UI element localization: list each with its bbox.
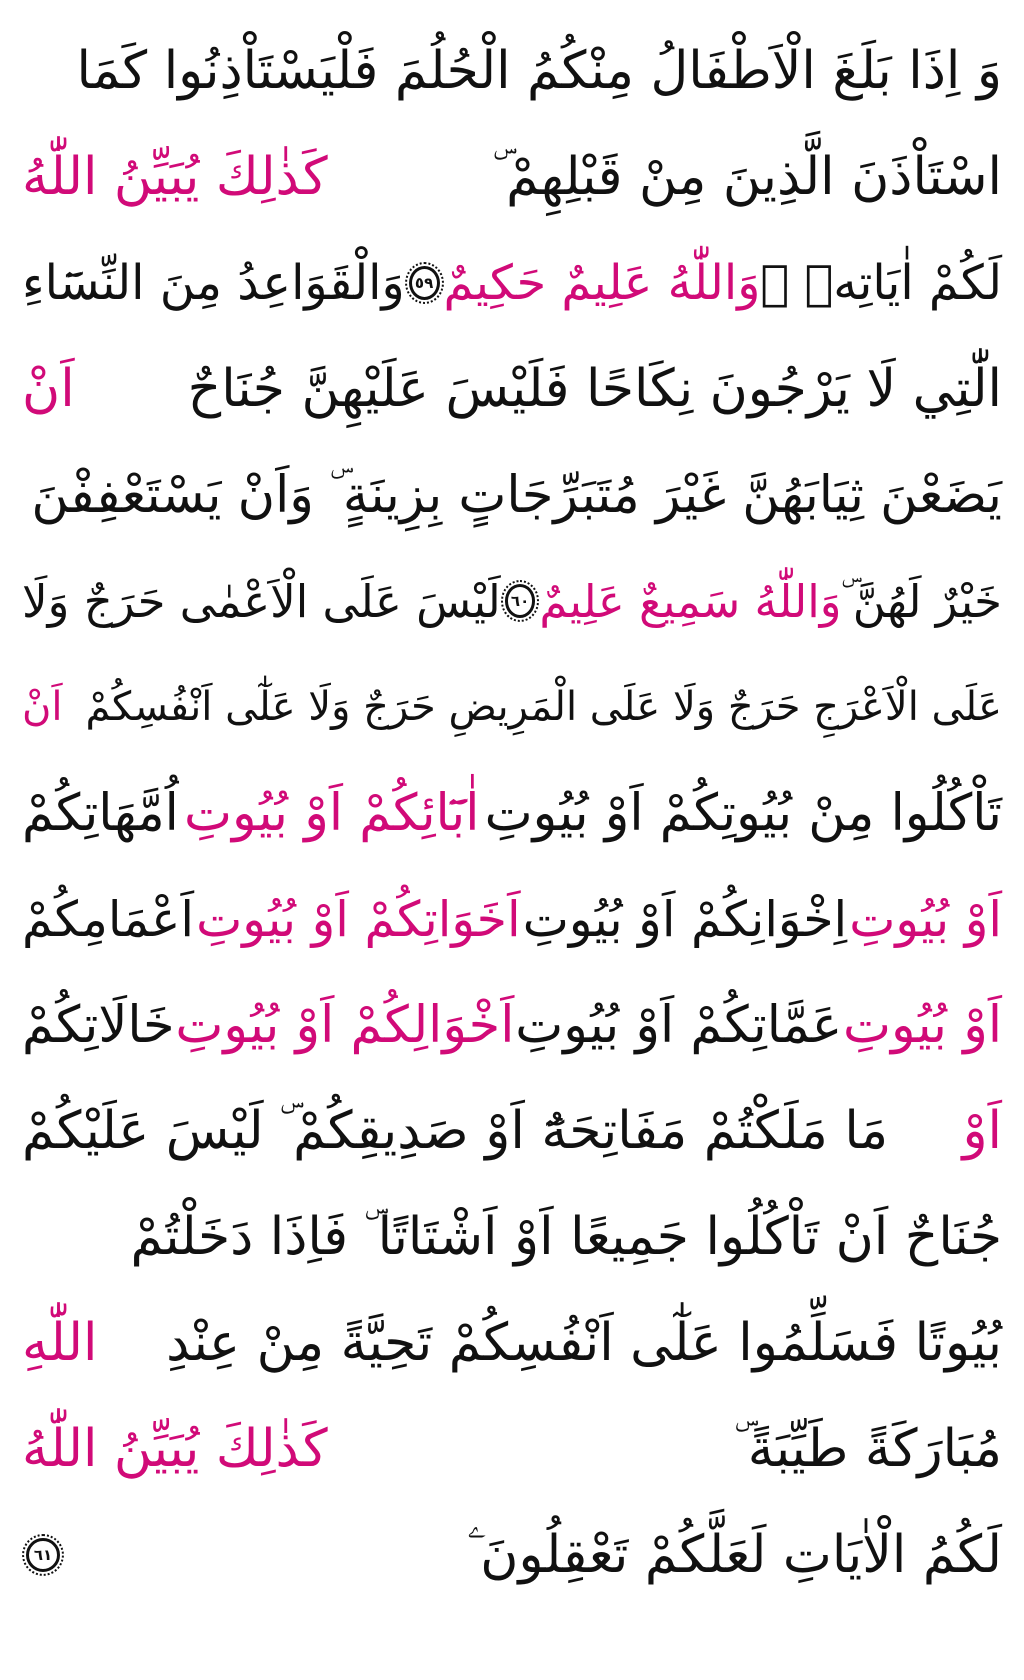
highlighted-verse-text: اَخَوَاتِكُمْ اَوْ بُيُوتِ xyxy=(196,890,521,948)
verse-line xyxy=(22,866,1002,972)
verse-text: بُيُوتًا فَسَلِّمُوا عَلٰٓى اَنْفُسِكُمْ تَحِيَّةً مِنْ عِنْدِ xyxy=(166,1313,1002,1373)
verse-text: لَكُمُ الْاٰيَاتِ لَعَلَّكُمْ تَعْقِلُونَ ۧ xyxy=(467,1525,1002,1585)
ayah-number-marker: ٥٩ xyxy=(409,266,440,300)
ayah-number-marker: ٦٠ xyxy=(505,584,536,618)
verse-line xyxy=(22,760,1002,866)
verse-text: الّٰتِي لَا يَرْجُونَ نِكَاحًا فَلَيْسَ عَلَيْهِنَّ جُنَاحٌ xyxy=(187,359,1002,419)
verse-line xyxy=(22,1290,1002,1396)
highlighted-verse-text: وَاللّٰهُ سَمِيعٌ عَلِيمٌ xyxy=(539,574,842,628)
verse-text: اُمَّهَاتِكُمْ xyxy=(22,783,179,843)
verse-text: اسْتَاْذَنَ الَّذِينَ مِنْ قَبْلِهِمْ ۜ xyxy=(493,147,1002,207)
verse-text: جُنَاحٌ اَنْ تَاْكُلُوا جَمِيعًا اَوْ اَشْتَاتًا ۜ فَاِذَا دَخَلْتُمْ xyxy=(130,1207,1002,1267)
verse-text: لَيْسَ عَلَى الْاَعْمٰى حَرَجٌ وَلَا xyxy=(22,574,501,628)
verse-line xyxy=(22,654,1002,760)
verse-text: وَالْقَوَاعِدُ مِنَ النِّسَٓاءِ xyxy=(22,255,405,311)
highlighted-verse-text: كَذٰلِكَ يُبَيِّنُ اللّٰهُ xyxy=(22,147,328,207)
highlighted-verse-text: اللّٰهِ xyxy=(22,1313,98,1373)
verse-text: وَ اِذَا بَلَغَ الْاَطْفَالُ مِنْكُمُ الْحُلُمَ فَلْيَسْتَاْذِنُوا كَمَا xyxy=(76,41,1002,101)
verse-text: اَعْمَامِكُمْ xyxy=(22,890,195,948)
verse-text: مُبَارَكَةً طَيِّبَةً ۜ xyxy=(734,1419,1002,1479)
verse-line xyxy=(22,124,1002,230)
highlighted-verse-text: اَوْ بُيُوتِ xyxy=(849,890,1002,948)
verse-line xyxy=(22,972,1002,1078)
verse-text: خَالَاتِكُمْ xyxy=(22,995,175,1055)
highlighted-verse-text: كَذٰلِكَ يُبَيِّنُ اللّٰهُ xyxy=(22,1419,328,1479)
verse-line xyxy=(22,1502,1002,1608)
verse-text: لَكُمْ اٰيَاتِهٖ ۜ xyxy=(760,255,1002,311)
verse-text: تَاْكُلُوا مِنْ بُيُوتِكُمْ اَوْ بُيُوتِ xyxy=(484,783,1002,843)
verse-text: مَا مَلَكْتُمْ مَفَاتِحَهُٓ اَوْ صَدِيقِكُمْ ۜ لَيْسَ عَلَيْكُمْ xyxy=(22,1101,889,1161)
verse-line xyxy=(22,548,1002,654)
verse-line xyxy=(22,442,1002,548)
verse-text: عَمَّاتِكُمْ اَوْ بُيُوتِ xyxy=(515,995,843,1055)
verse-line xyxy=(22,1078,1002,1184)
verse-text: يَضَعْنَ ثِيَابَهُنَّ غَيْرَ مُتَبَرِّجَاتٍ بِزِينَةٍ ۜ وَاَنْ يَسْتَعْفِفْنَ xyxy=(31,465,1002,525)
highlighted-verse-text: اَخْوَالِكُمْ اَوْ بُيُوتِ xyxy=(175,995,515,1055)
verse-lines xyxy=(22,18,1002,1608)
verse-line xyxy=(22,336,1002,442)
highlighted-verse-text: اَنْ xyxy=(22,359,75,419)
verse-text: عَلَى الْاَعْرَجِ حَرَجٌ وَلَا عَلَى الْمَرِيضِ حَرَجٌ وَلَا عَلٰٓى اَنْفُسِكُمْ xyxy=(85,684,1002,730)
verse-line xyxy=(22,230,1002,336)
verse-line xyxy=(22,18,1002,124)
verse-text: خَيْرٌ لَهُنَّ ۜ xyxy=(841,574,1002,628)
ayah-number-marker: ٦١ xyxy=(26,1538,60,1572)
verse-line xyxy=(22,1396,1002,1502)
highlighted-verse-text: اَوْ xyxy=(962,1101,1002,1161)
highlighted-verse-text: اَوْ بُيُوتِ xyxy=(843,995,1002,1055)
highlighted-verse-text: وَاللّٰهُ عَلِيمٌ حَكِيمٌ xyxy=(443,255,761,311)
highlighted-verse-text: اَنْ xyxy=(22,684,63,730)
highlighted-verse-text: اٰبَٓائِكُمْ اَوْ بُيُوتِ xyxy=(184,783,480,843)
verse-line xyxy=(22,1184,1002,1290)
verse-text: اِخْوَانِكُمْ اَوْ بُيُوتِ xyxy=(522,890,848,948)
